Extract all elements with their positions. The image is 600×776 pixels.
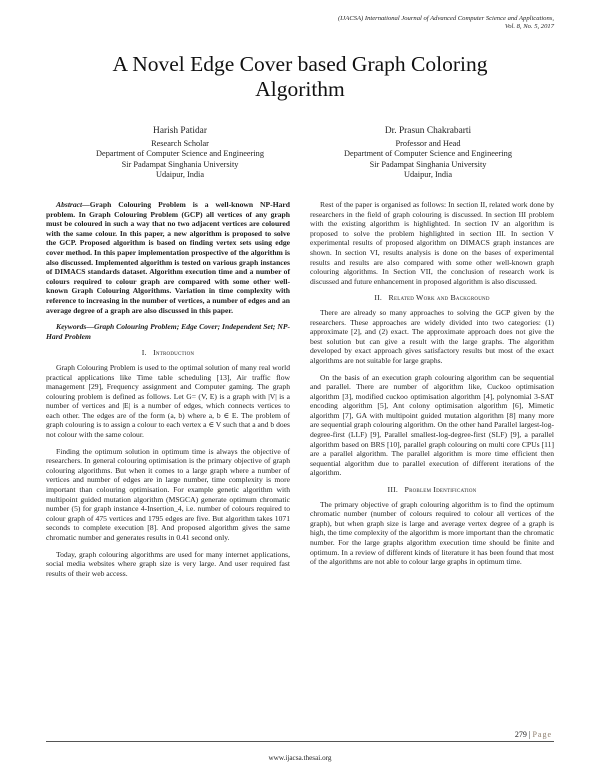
author-block-2 [308, 126, 548, 181]
journal-header [338, 15, 554, 31]
author-univ: Sir Padampat Singhania University [369, 159, 487, 169]
journal-volume: Vol. 8, No. 5, 2017 [504, 23, 554, 30]
left-column [46, 200, 290, 585]
abstract: Abstract—Graph Colouring Problem is a well-known NP-Hard problem. In Graph Colouring Problem (GCP) all vertices of any graph must be coloured in such a way that no two adjacent vertices are coloured with the same colour. In this paper, a new algorithm is proposed to solve the GCP. Proposed algorithm is based on finding vertex sets using edge cover method. In this paper implementation prospective of the algorithm is also discussed. Implemented algorithm is tested on various graph instances of DIMACS standards dataset. Algorithm execution time and a number of colours required to colour graph are compared with some other well-known Graph Colouring Algorithms. Variation in time complexity with reference to increasing in the number of vertices, a number of edges and an average degree of a graph are also discussed in this paper. [46, 200, 290, 315]
author-univ: Sir Padampat Singhania University [121, 159, 239, 169]
footer-rule [46, 741, 554, 742]
journal-name: (IJACSA) International Journal of Advanced Computer Science and Applications, [337, 15, 554, 22]
paper-title: A Novel Edge Cover based Graph Coloring Algorithm [112, 52, 488, 101]
author-dept: Department of Computer Science and Engineering [96, 149, 264, 159]
page-number: 279 | Page [514, 730, 552, 739]
paragraph: There are already so many approaches to solving the GCP given by the researchers. These approaches are widely divided into two categories: (1) approximate [2], and (2) exact. The approximate approach does not give the best solution but can give a result with the large graphs. The algorithm developed by exact approach gives satisfactory results but most of the exact algorithms are not suitable for large graphs. [310, 307, 554, 365]
paragraph: Graph Colouring Problem is used to the optimal solution of many real world practical applications like Time table scheduling [13], Air traffic flow management [29], Frequency assignment and Computer gaming. The graph colouring problem is defined as follows. Let G= (V, E) is a graph with |V| is a number of vertices and |E| is a number of edges, which connects vertices to each other. The edges are of the form (a, b) where a, b ∈ E. The problem of graph colouring is to assign a colour to each vertex a ∈ V such that a and b does not colour with the same colour. [46, 362, 290, 440]
paragraph: The primary objective of graph colouring algorithm is to find the optimum chromatic number (number of colours required to colour all vertices of the graph), but when graph size is large and average vertex degree of a graph is high, the time complexity of the algorithm is more important than the chromatic number. For the large graphs algorithm execution time should be finite and optimum. In a review of different kinds of literature it has been found that most of the algorithms are not able to colour large graphs in optimum time. [310, 499, 554, 567]
author-block-1 [60, 126, 300, 181]
author-role: Research Scholar [151, 138, 209, 148]
author-dept: Department of Computer Science and Engineering [344, 149, 512, 159]
author-city: Udaipur, India [403, 170, 453, 180]
right-column [310, 200, 554, 574]
author-name: Dr. Prasun Chakrabarti [384, 126, 472, 136]
footer-url[interactable]: www.ijacsa.thesai.org [268, 754, 332, 762]
paragraph: Today, graph colouring algorithms are used for many internet applications, social media websites where graph size is very large. And user required fast results of their web access. [46, 549, 290, 578]
author-role: Professor and Head [395, 138, 461, 148]
paragraph: Finding the optimum solution in optimum time is always the objective of researchers. In general colouring optimisation is the primary objective of graph colouring algorithms. But when it comes to a large graph where a number of vertices and number of edges are in large number, time complexity is more important than colouring optimisation. For example genetic algorithm with multipoint guided mutation algorithm (MSGCA) generate optimum chromatic number (5) for graph instance 4-Insertion_4, i.e. number of colours required to colour graph of 475 vertices and 1795 edges are five. But algorithm takes 1071 seconds to complete execution [8]. And proposed algorithm gives the same chromatic number and generates results in 0.41 second only. [46, 446, 290, 542]
paragraph: Rest of the paper is organised as follows: In section II, related work done by researchers in the field of graph colouring is discussed. In section III problem with the existing algorithm is highlighted. In section IV an algorithm is proposed to solve the problem highlighted in section III. In section V experimental results of proposed algorithm on DIMACS graph instances are shown. In section VI, results analysis is done on the bases of experimental results and results are also compared with some other well-known graph colouring algorithms. In Section VII, the conclusion of research work is discussed and future enhancement in proposed algorithm is also discussed. [310, 200, 554, 286]
author-city: Udaipur, India [155, 170, 205, 180]
paragraph: On the basis of an execution graph colouring algorithm can be sequential and parallel. There are number of algorithm like, Cuckoo optimisation algorithm [3], modified cuckoo optimisation algorithm [4], polynomial 3-SAT encoding algorithm [5], Ant colony optimisation algorithm [6], Mimetic algorithm [7], GA with multipoint guided mutation algorithm [8] many more are sequential graph colouring algorithm. On the other hand Parallel largest-log-degree-first (LLF) [9], Parallel smallest-log-degree-first (SLF) [9], a parallel algorithm based on BRS [10], parallel graph colouring on multi core CPUs [11] are a parallel algorithm. The parallel algorithm is more time efficient then sequential algorithm due to parallel execution of different iterations of the algorithm. [310, 372, 554, 478]
author-name: Harish Patidar [153, 126, 207, 136]
section-heading-3: III. Problem Identification [387, 485, 477, 495]
section-heading-1: I. Introduction [141, 348, 195, 358]
section-heading-2: II. Related Work and Background [374, 293, 490, 303]
keywords: Keywords—Graph Colouring Problem; Edge Cover; Independent Set; NP-Hard Problem [46, 322, 290, 341]
